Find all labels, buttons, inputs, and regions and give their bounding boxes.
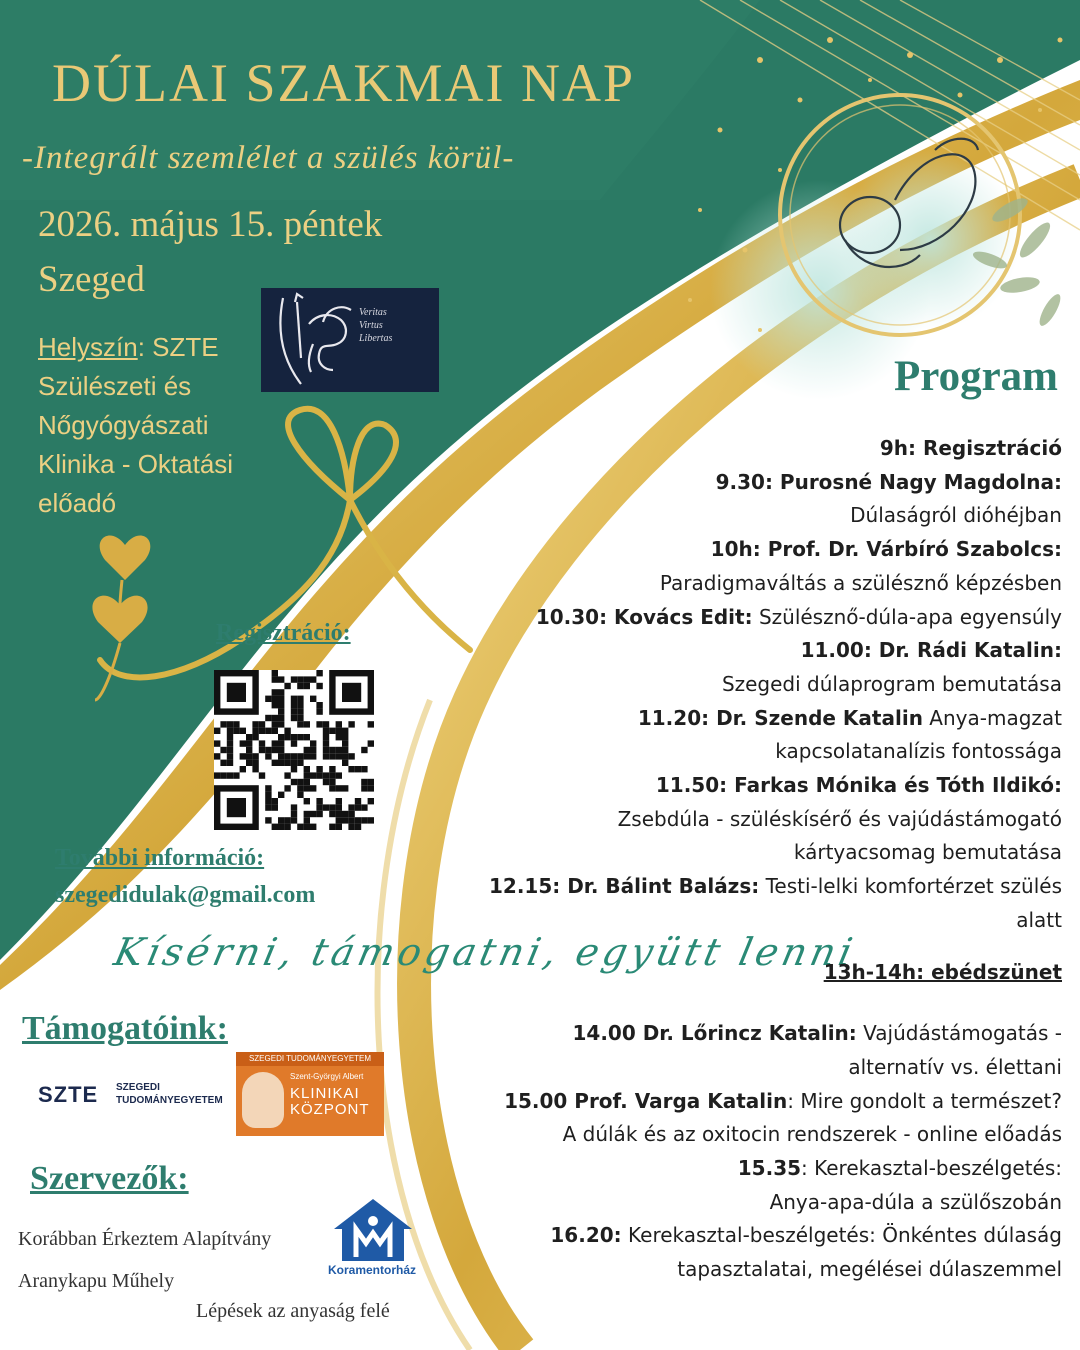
szte-logo (38, 1078, 228, 1114)
kk-small-text: Szent-Györgyi Albert (290, 1072, 364, 1081)
program-line (442, 567, 1062, 601)
program-line (442, 432, 1062, 466)
program-line (442, 499, 1062, 533)
event-subtitle: -Integrált szemlélet a szülés körül- (22, 140, 515, 176)
szte-name: SZEGEDI TUDOMÁNYEGYETEM (116, 1082, 223, 1106)
program-line (442, 533, 1062, 567)
organizers-label: Szervezők: (30, 1160, 189, 1197)
program-speaker: 16.20: (550, 1223, 622, 1248)
program-speaker: 15.35 (737, 1156, 802, 1181)
program-topic: Dúlaságról dióhéjban (850, 503, 1062, 528)
klinikai-kozpont-logo (236, 1052, 384, 1136)
program-topic: Szülésznő-dúla-apa egyensúly (752, 604, 1062, 629)
venue (38, 328, 288, 523)
program-line (442, 634, 1062, 668)
program-speaker: 11.20: Dr. Szende Katalin (637, 705, 923, 730)
program-line (442, 803, 1062, 837)
program-line (442, 1085, 1062, 1119)
griffin-icon (261, 288, 361, 392)
program-list (442, 432, 1062, 1287)
event-title: DÚLAI SZAKMAI NAP (52, 53, 635, 113)
university-motto: Veritas Virtus Libertas (359, 307, 393, 344)
program-line (442, 1051, 1062, 1085)
program-speaker: 10.30: Kovács Edit: (535, 604, 753, 629)
program-topic: Zsebdúla - szüléskísérő és vajúdástámogató (617, 806, 1062, 831)
motto-text: Kísérni, támogatni, együtt lenni (110, 930, 861, 974)
program-line (442, 1152, 1062, 1186)
program-topic: Anya-magzat (922, 705, 1062, 730)
venue-text: : SZTE Szülészeti és Nőgyógyászati Klinika - Oktatási előadó (38, 332, 234, 518)
program-line (442, 466, 1062, 500)
program-topic: A dúlák és az oxitocin rendszerek - online előadás (562, 1122, 1062, 1147)
kk-top-text: SZEGEDI TUDOMÁNYEGYETEM (236, 1052, 384, 1066)
program-speaker: 14.00 Dr. Lőrincz Katalin: (572, 1021, 857, 1046)
koramentorhaz-logo (330, 1195, 416, 1281)
portrait-icon (242, 1072, 284, 1128)
program-topic: Paradigmaváltás a szülésznő képzésben (659, 570, 1062, 595)
program-line (442, 601, 1062, 635)
szte-mark: SZTE (38, 1082, 99, 1107)
koramentorhaz-label: Koramentorház (328, 1263, 417, 1277)
program-line (442, 904, 1062, 938)
program-line (442, 668, 1062, 702)
program-topic: Kerekasztal-beszélgetés: Önkéntes dúlaság (621, 1223, 1062, 1248)
organizer-1: Korábban Érkeztem Alapítvány (18, 1228, 272, 1250)
program-topic: Vajúdástámogatás - (856, 1021, 1062, 1046)
program-topic: tapasztalatai, megélései dúlaszemmel (677, 1257, 1062, 1282)
program-line (442, 1219, 1062, 1253)
event-city: Szeged (38, 259, 145, 300)
program-topic: Testi-lelki komfortérzet szülés (759, 874, 1062, 899)
program-topic: alternatív vs. élettani (848, 1054, 1062, 1079)
program-topic: alatt (1016, 907, 1062, 932)
more-info-label: További információ: (55, 845, 265, 871)
program-speaker: 12.15: Dr. Bálint Balázs: (488, 874, 760, 899)
program-line (442, 1017, 1062, 1051)
program-speaker: 11.00: Dr. Rádi Katalin: (800, 638, 1062, 663)
registration-qr-code[interactable] (214, 670, 374, 830)
program-line (442, 1253, 1062, 1287)
registration-label: Regisztráció: (216, 620, 351, 646)
program-topic: : Mire gondolt a természet? (787, 1088, 1062, 1113)
event-date: 2026. május 15. péntek (38, 204, 383, 245)
organizer-3: Lépések az anyaság felé (196, 1300, 390, 1322)
sponsors-label: Támogatóink: (22, 1010, 228, 1047)
venue-label: Helyszín (38, 332, 138, 362)
program-line (442, 735, 1062, 769)
program-speaker: 10h: Prof. Dr. Várbíró Szabolcs: (710, 537, 1062, 562)
program-line (442, 836, 1062, 870)
program-line (442, 1118, 1062, 1152)
program-line (442, 769, 1062, 803)
kk-big-text: KLINIKAI KÖZPONT (290, 1085, 370, 1118)
program-speaker: 9.30: Purosné Nagy Magdolna: (715, 469, 1062, 494)
program-topic: : Kerekasztal-beszélgetés: (801, 1156, 1062, 1181)
contact-email[interactable]: szegedidulak@gmail.com (55, 882, 316, 908)
program-speaker: 15.00 Prof. Varga Katalin (504, 1088, 788, 1113)
program-speaker: 9h: Regisztráció (879, 436, 1062, 460)
program-line (442, 870, 1062, 904)
organizer-2: Aranykapu Műhely (18, 1270, 175, 1292)
program-line (442, 702, 1062, 736)
program-topic: Szegedi dúlaprogram bemutatása (721, 671, 1062, 696)
program-speaker: 11.50: Farkas Mónika és Tóth Ildikó: (655, 773, 1062, 798)
house-icon (330, 1195, 416, 1265)
lunch-break: 13h-14h: ebédszünet (823, 959, 1062, 984)
university-logo (261, 288, 439, 392)
program-topic: kártyacsomag bemutatása (793, 840, 1062, 865)
program-topic: Anya-apa-dúla a szülőszobán (769, 1189, 1062, 1214)
program-title: Program (894, 353, 1058, 400)
program-topic: kapcsolatanalízis fontossága (775, 739, 1062, 764)
program-line (442, 1186, 1062, 1220)
